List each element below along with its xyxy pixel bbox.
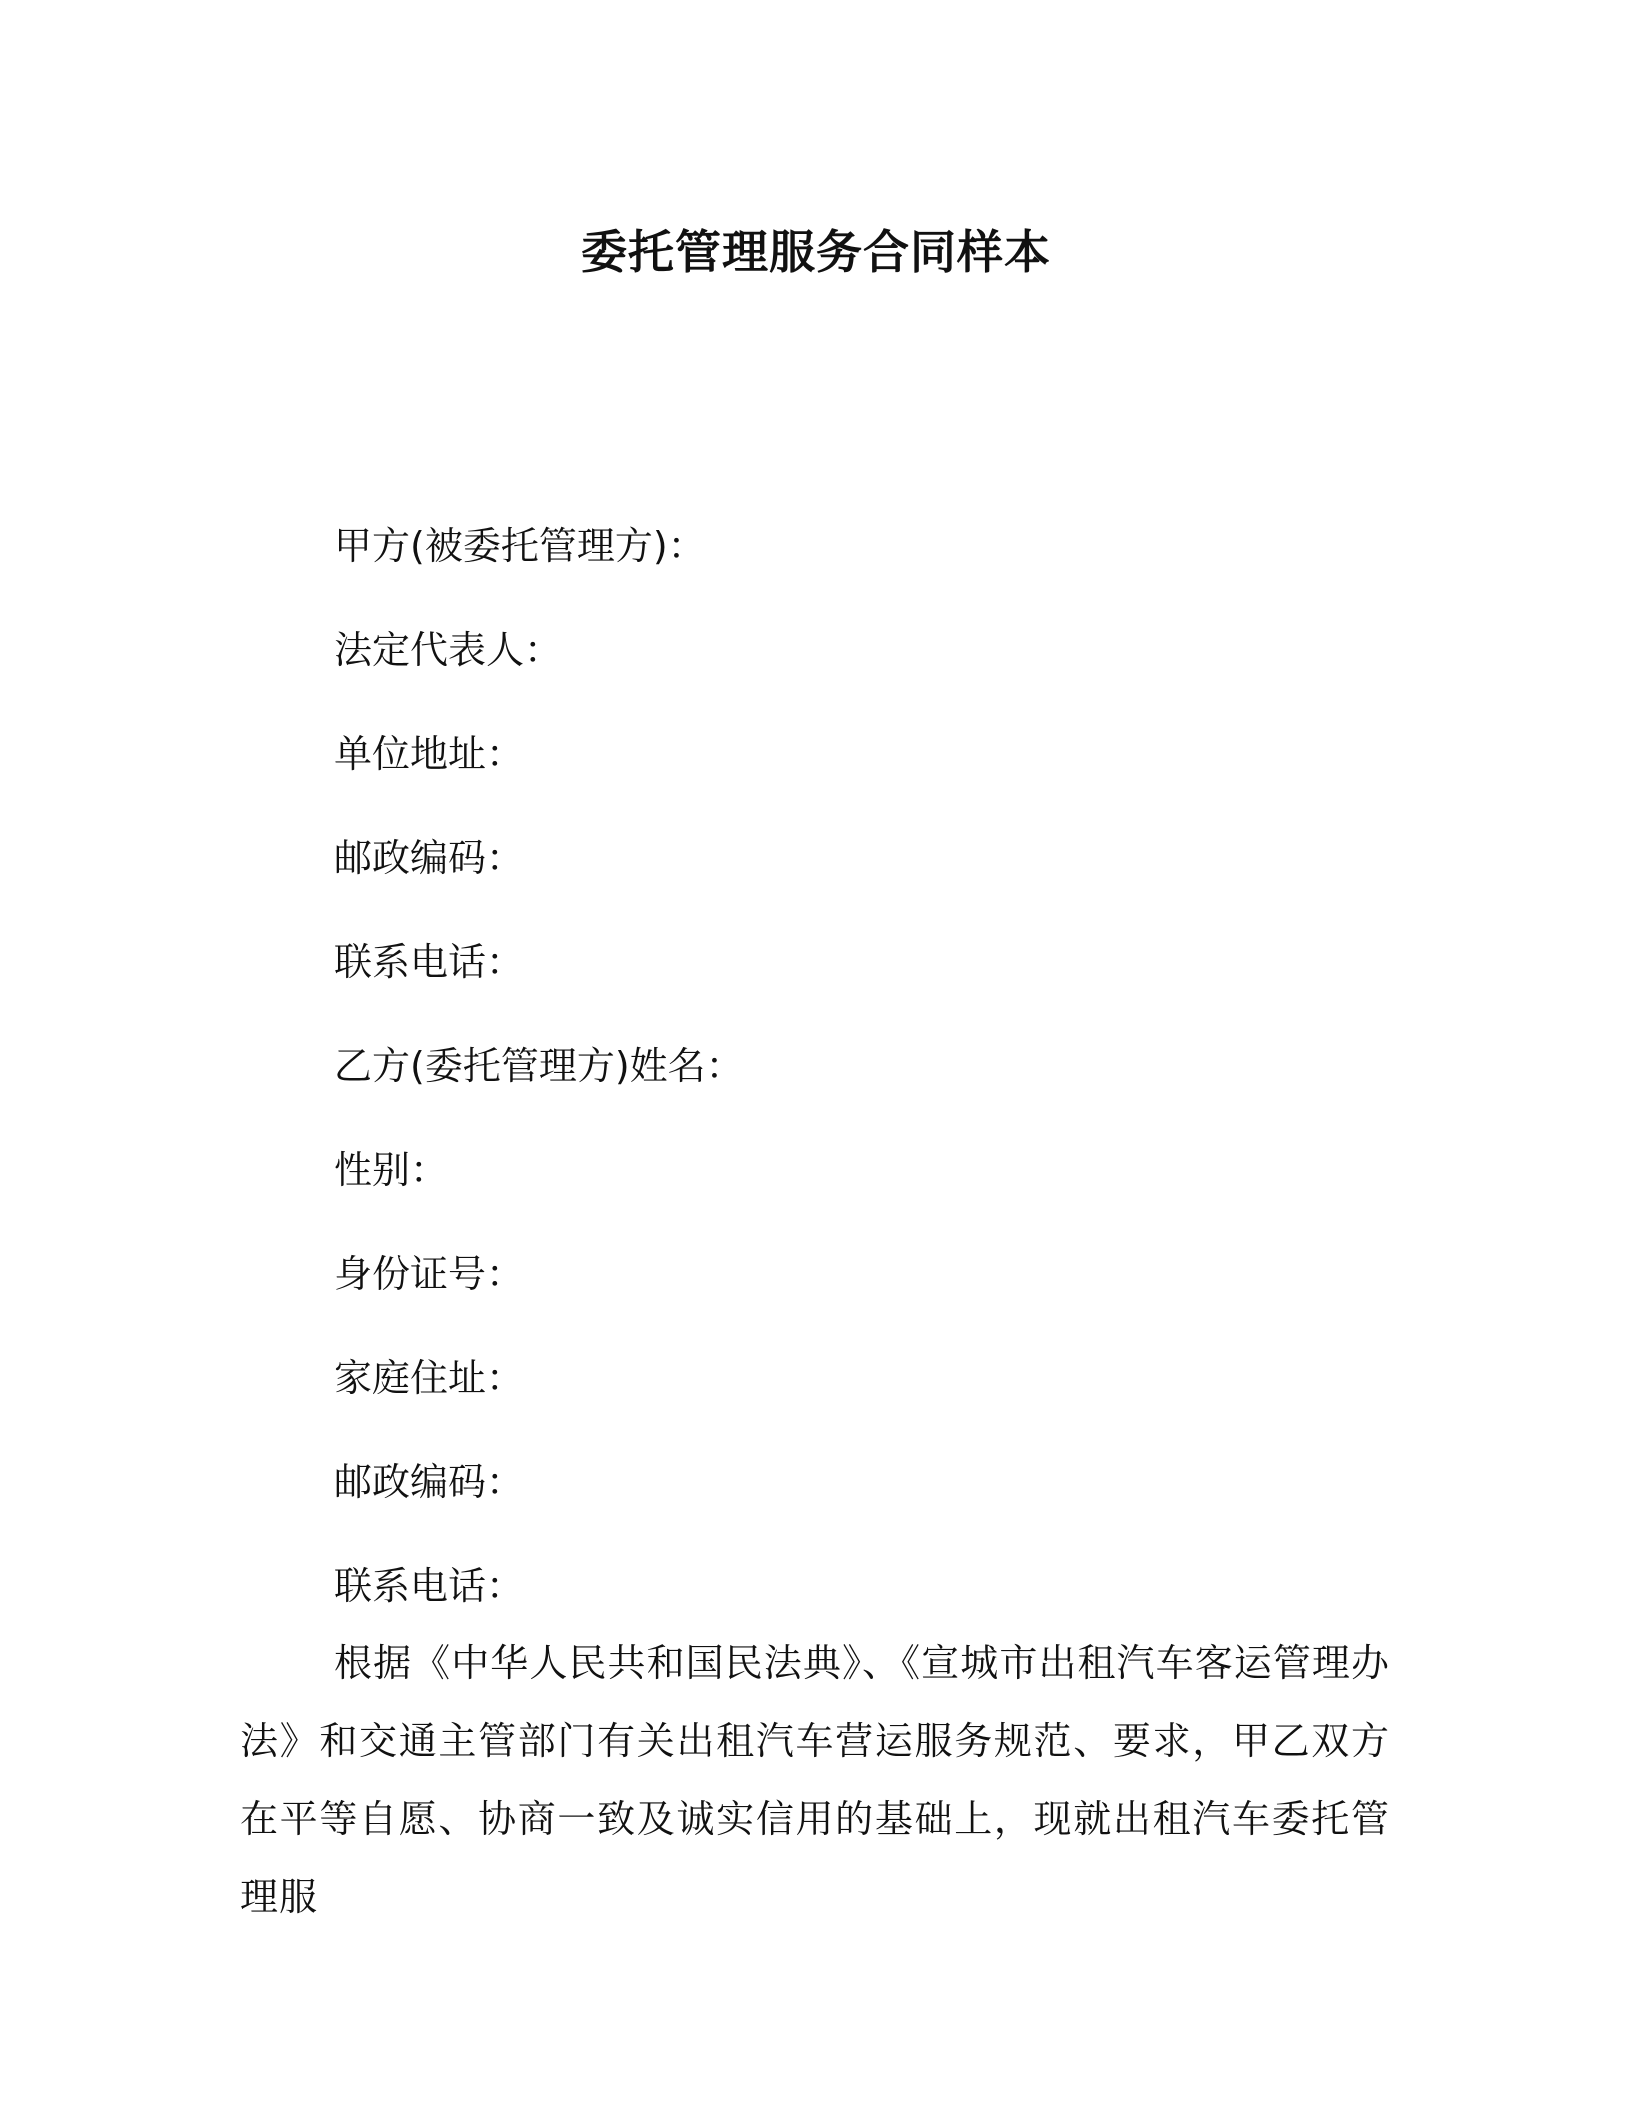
- legal-representative-label: 法定代表人：: [334, 628, 563, 672]
- party-a-phone-label: 联系电话：: [334, 940, 525, 984]
- party-b-home-address-label: 家庭住址：: [334, 1356, 525, 1400]
- party-b-id-number-label: 身份证号：: [334, 1252, 525, 1296]
- party-a-address-label: 单位地址：: [334, 732, 525, 776]
- party-b-phone-label: 联系电话：: [334, 1564, 525, 1608]
- document-title: 委托管理服务合同样本: [581, 225, 1051, 279]
- party-fields: [334, 494, 1434, 1638]
- party-b-postcode-label: 邮政编码：: [334, 1460, 525, 1504]
- party-b-gender-label: 性别：: [334, 1148, 449, 1192]
- party-b-name-label: 乙方(委托管理方)姓名：: [334, 1044, 744, 1088]
- party-a-postcode-label: 邮政编码：: [334, 836, 525, 880]
- party-a-name-label: 甲方(被委托管理方)：: [334, 524, 706, 568]
- contract-basis-paragraph: 根据《中华人民共和国民法典》、《宣城市出租汽车客运管理办法》和交通主管部门有关出租汽车营运服务规范、要求，甲乙双方在平等自愿、协商一致及诚实信用的基础上，现就出租汽车委托管理服: [240, 1641, 1390, 1919]
